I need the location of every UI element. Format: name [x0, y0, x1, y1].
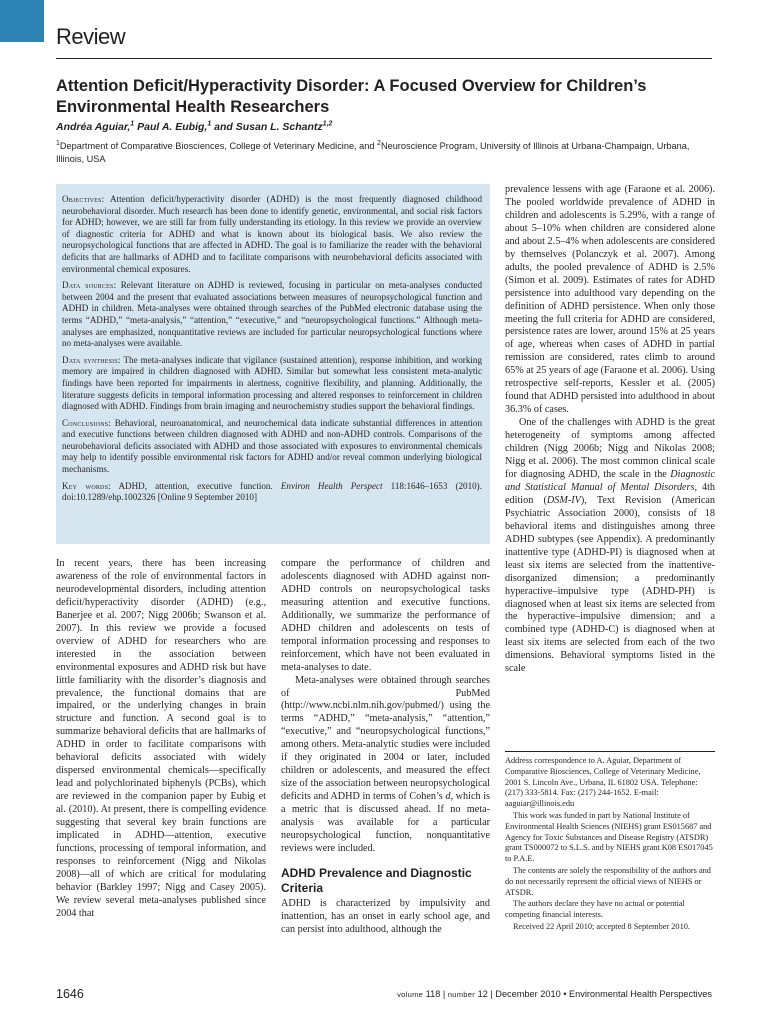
footnote-disclaimer: The contents are solely the responsibility of the authors and do not necessarily represent the official views of NIEHS or ATSDR. [505, 865, 711, 897]
body-paragraph: ADHD is characterized by impulsivity and inattention, has an onset in early school age, and can persist into adulthood, although the [281, 897, 490, 935]
abstract-data-sources: Data sources: Relevant literature on ADHD is reviewed, focusing in particular on meta-analyses conducted between 2004 and the present that evaluated associations between measures of neuropsychological function and ADHD in children. Meta-analyses were obtained through searches of the PubMed electronic database using the terms “ADHD,” “meta-analysis,” “attention,” “executive,” and “neuropsychological functions.” Although meta-analyses are emphasized, nonquantitative reviews are included for particular neuropsychological functions where no meta-analyses were available. [62, 280, 482, 349]
section-label: Review [56, 24, 126, 49]
abstract-heading: Key words: [62, 480, 111, 491]
author-list [56, 121, 332, 133]
page-number: 1646 [56, 987, 84, 1001]
author-affil-mark: 1 [207, 120, 212, 128]
body-paragraph: Meta-analyses were obtained through searches of PubMed (http://www.ncbi.nlm.nih.gov/pubmed/) using the terms “ADHD,” “meta-analysis,” “attention,” “executive,” and “neuropsychological functions,” among others. Meta-analytic studies were included if they originated in 2004 or later, included children or adolescents, and measured the effect size of the association between neuropsychological deficits and ADHD in terms of Cohen’s d, which is a metric that is discussed ahead. If no meta-analysis was available for a particular neuropsychological function, nonquantitative reviews were included. [281, 674, 490, 854]
footnote-correspondence: Address correspondence to A. Aguiar, Department of Comparative Biosciences, College of Veterinary Medicine, 2001 S. Lincoln Ave., Urbana, IL 61802 USA. Telephone: (217) 333-5814. Fax: (217) 244-1652. E-mail: aaguiar@illinois.edu [505, 756, 701, 809]
author-affil-mark: 1,2 [322, 120, 333, 128]
abstract-data-synthesis: Data synthesis: The meta-analyses indicate that vigilance (sustained attention), response inhibition, and working memory are impaired in children diagnosed with ADHD. Similar but somewhat less consistent meta-analytic findings have been reported for impairments in alertness, cognitive flexibility, and planning. Additionally, the literature suggests deficits in temporal information processing and altered responses to reinforcement in children diagnosed with ADHD. Findings from brain imaging and neurochemistry studies support the behavioral findings. [62, 354, 482, 412]
affil-mark: 1 [56, 139, 60, 147]
header-rule [56, 58, 712, 59]
abstract-box [56, 184, 490, 544]
body-paragraph: In recent years, there has been increasing awareness of the role of environmental factors in neurodevelopmental disorders, including attention deficit/hyperactivity disorder (ADHD) (e.g., Banerjee et al. 2007; Nigg 2006b; Swanson et al. 2007). In this review we provide a focused overview of ADHD for researchers who are interested in the association between environmental exposures and ADHD risk but have little familiarity with the disorder’s diagnosis and prevalence, the functional domains that are impaired, or the underlying changes in brain structure and function. A second goal is to summarize behavioral deficits that are hallmarks of ADHD in order to facilitate comparisons with behavioral deficits associated with widely dispersed environmental chemicals—specifically lead and polychlorinated biphenyls (PCBs), which are reviewed in the companion paper by Eubig et al. (2010). At present, there is compelling evidence suggesting that several key brain functions are implicated in ADHD—attention, executive functions, processing of temporal information, and responses to reinforcement (Nigg and Nikolas 2008)—all of which are critical for modulating behavior (Barkley 1997; Nigg and Casey 2005). We review several meta-analyses published since 2004 that [56, 558, 266, 919]
author-name: Andréa Aguiar, [56, 121, 131, 133]
body-column-right [505, 184, 715, 676]
section-heading: ADHD Prevalence and Diagnostic Criteria [281, 865, 472, 895]
running-footer: volume 118 | number 12 | December 2010 • Environmental Health Perspectives [397, 989, 712, 999]
abstract-objectives: Objectives: Attention deficit/hyperactivity disorder (ADHD) is the most frequently diagnosed childhood neurobehavioral disorder. Much research has been done to identify genetic, environmental, and social risk factors for ADHD; however, we are still far from fully understanding its etiology. In this review we provide an overview of diagnostic criteria for ADHD and what is known about its biological basis. We also review the neuropsychological functions that are affected in ADHD. The goal is to familiarize the reader with the behavioral deficits that are hallmarks of ADHD and to facilitate comparisons with neurobehavioral deficits associated with environmental chemical exposures. [62, 194, 482, 274]
affil-mark: 2 [377, 139, 381, 147]
footnotes [505, 756, 715, 934]
author-name: and Susan L. Schantz [211, 121, 323, 133]
abstract-keywords: Key words: ADHD, attention, executive function. Environ Health Perspect 118:1646–1653 (2010). doi:10.1289/ehp.1002326 [Online 9 September 2010] [62, 480, 482, 503]
article-title: Attention Deficit/Hyperactivity Disorder: A Focused Overview for Children’s Environmental Health Researchers [56, 77, 647, 116]
citation-info: 118:1646–1653 (2010). doi:10.1289/ehp.1002326 [Online 9 September 2010] [62, 480, 482, 503]
body-paragraph: prevalence lessens with age (Faraone et al. 2006). The pooled worldwide prevalence of ADHD in children and adolescents is 5.29%, with a range of about 5–10% when children are considered alone and about 2.5–4% when adolescents are considered by themselves (Polanczyk et al. 2007). Among adults, the pooled prevalence of ADHD is 2.5% (Simon et al. 2009). Estimates of rates for ADHD persistence into adulthood vary depending on the definition of ADHD persistence. When only those meeting the full criteria for ADHD are considered, persistence rates are lower, around 15% at 25 years of age, whereas when cases of ADHD in partial remission are considered, rates climb to around 65% at 25 years of age (Faraone et al. 2006). Using retrospective self-reports, Kessler et al. (2005) found that ADHD persisted into adulthood in about 36.3% of cases. [505, 184, 715, 416]
abstract-conclusions: Conclusions: Behavioral, neuroanatomical, and neurochemical data indicate substantial differences in attention and executive functions between children diagnosed with ADHD and non-ADHD controls. Comparisons of the neurobehavioral deficits associated with ADHD and those associated with exposures to environmental chemicals may help to identify possible environmental risk factors for ADHD and/or reveal common underlying biological mechanisms. [62, 417, 482, 475]
footnote-funding: This work was funded in part by National Institute of Environmental Health Sciences (NIEHS) grant ES015687 and Agency for Toxic Substances and Disease Registry (ATSDR) grant TS000072 to S.L.S. and by NIEHS grant K08 ES017045 to P.A.E. [505, 810, 713, 864]
section-color-tab [0, 0, 44, 42]
body-column-left [56, 558, 266, 921]
abstract-heading: Data sources: [62, 280, 117, 291]
footnote-received: Received 22 April 2010; accepted 8 September 2010. [513, 921, 690, 931]
body-column-middle [281, 558, 490, 937]
affiliations [56, 140, 696, 165]
affil-text: Department of Comparative Biosciences, College of Veterinary Medicine, and [59, 141, 378, 151]
abstract-heading: Objectives: [62, 194, 105, 204]
author-affil-mark: 1 [130, 120, 135, 128]
body-paragraph: compare the performance of children and adolescents diagnosed with ADHD against non-ADHD controls on neuropsychological tasks measuring attention and executive functions. Additionally, we summarize the performance of ADHD children and adolescents on tests of temporal information processing and responses to reinforcement, which have not been evaluated in meta-analyses to date. [281, 558, 490, 673]
affil-text: Neuroscience Program, University of Illinois at Urbana-Champaign, Urbana, Illinois, USA [56, 141, 690, 164]
abstract-heading: Data synthesis: [62, 354, 121, 365]
abstract-heading: Conclusions: [62, 417, 111, 428]
author-name: Paul A. Eubig, [134, 121, 208, 133]
body-paragraph: One of the challenges with ADHD is the great heterogeneity of symptoms among affected children (Nigg 2006b; Nigg and Nikolas 2008; Nigg et al. 2006). The most common clinical scale for diagnosing ADHD, the scale in the Diagnostic and Statistical Manual of Mental Disorders, 4th edition (DSM-IV), Text Revision (American Psychiatric Association 2000), consists of 18 behavioral items and distinguishes among three ADHD subtypes (see Appendix). A predominantly inattentive type (ADHD-PI) is diagnosed when at least six items are selected from the inattentive-disorganized dimension; a predominantly hyperactive–impulsive type (ADHD-PH) is diagnosed when at least six items are selected from the hyperactive–impulsive dimension; and a combined type (ADHD-C) is diagnosed when at least six items are selected from each of the two dimensions. Behavioral symptoms listed in the scale [505, 417, 715, 675]
footnote-rule [505, 751, 715, 752]
footnote-conflict: The authors declare they have no actual or potential competing financial interests. [505, 899, 685, 920]
journal-name: Environ Health Perspect [280, 480, 383, 491]
